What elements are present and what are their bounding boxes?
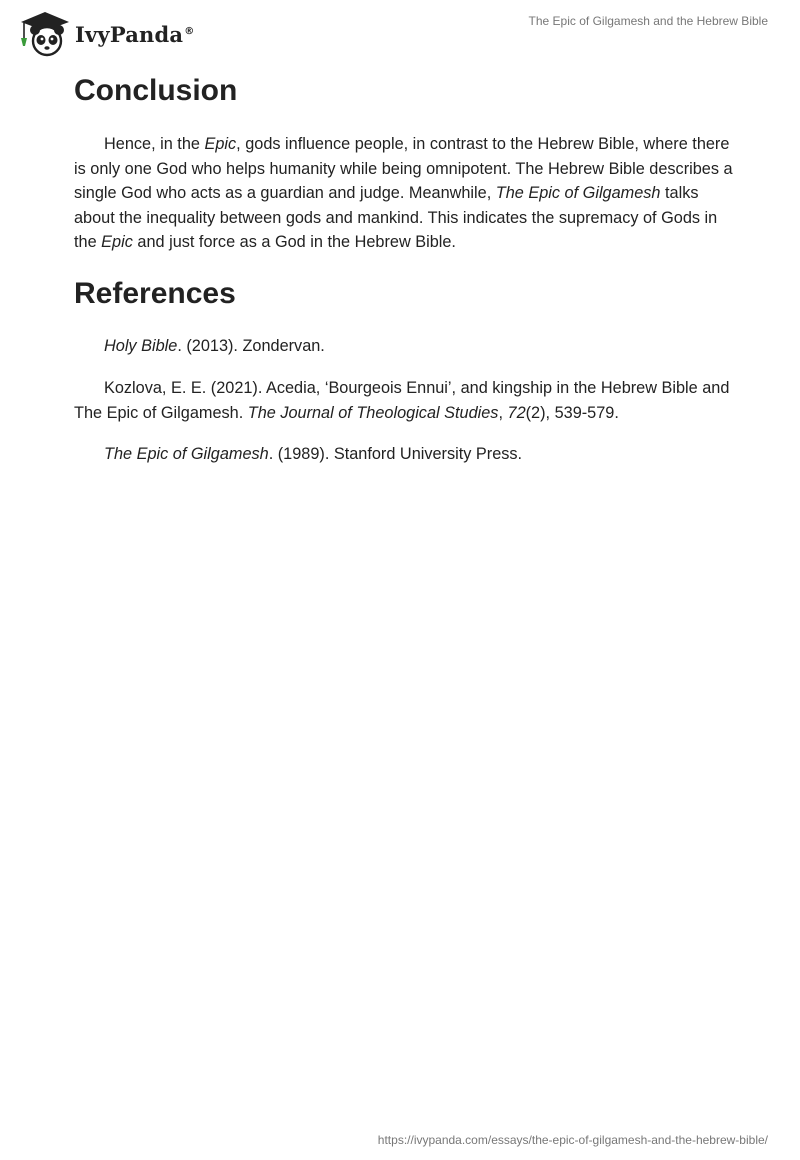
conclusion-paragraph: Hence, in the Epic, gods influence people, in contrast to the Hebrew Bible, where there is only one God who helps humanity while being omnipotent. The Hebrew Bible describes a single God who acts as a guardian and judge. Meanwhile, The Epic of Gilgamesh talks about the inequality between gods and mankind. This indicates the supremacy of Gods in the Epic and just force as a God in the Hebrew Bible. xyxy=(74,135,733,251)
conclusion-heading: Conclusion xyxy=(74,74,238,107)
source-url-link[interactable]: https://ivypanda.com/essays/the-epic-of-gilgamesh-and-the-hebrew-bible/ xyxy=(377,1133,768,1147)
reference-item: The Epic of Gilgamesh. (1989). Stanford University Press. xyxy=(104,445,523,463)
panda-graduation-cap-logo-icon xyxy=(15,8,73,58)
brand-name: IvyPanda® xyxy=(75,21,195,47)
reference-item: Holy Bible. (2013). Zondervan. xyxy=(104,337,325,355)
reference-item: Kozlova, E. E. (2021). Acedia, ‘Bourgeois Ennui’, and kingship in the Hebrew Bible and The Epic of Gilgamesh. The Journal of Theological Studies, 72(2), 539-579. xyxy=(74,379,730,422)
document-title: The Epic of Gilgamesh and the Hebrew Bible xyxy=(528,14,768,28)
references-heading: References xyxy=(74,277,236,310)
page-header xyxy=(0,0,800,60)
ivypanda-logo[interactable] xyxy=(15,8,194,58)
